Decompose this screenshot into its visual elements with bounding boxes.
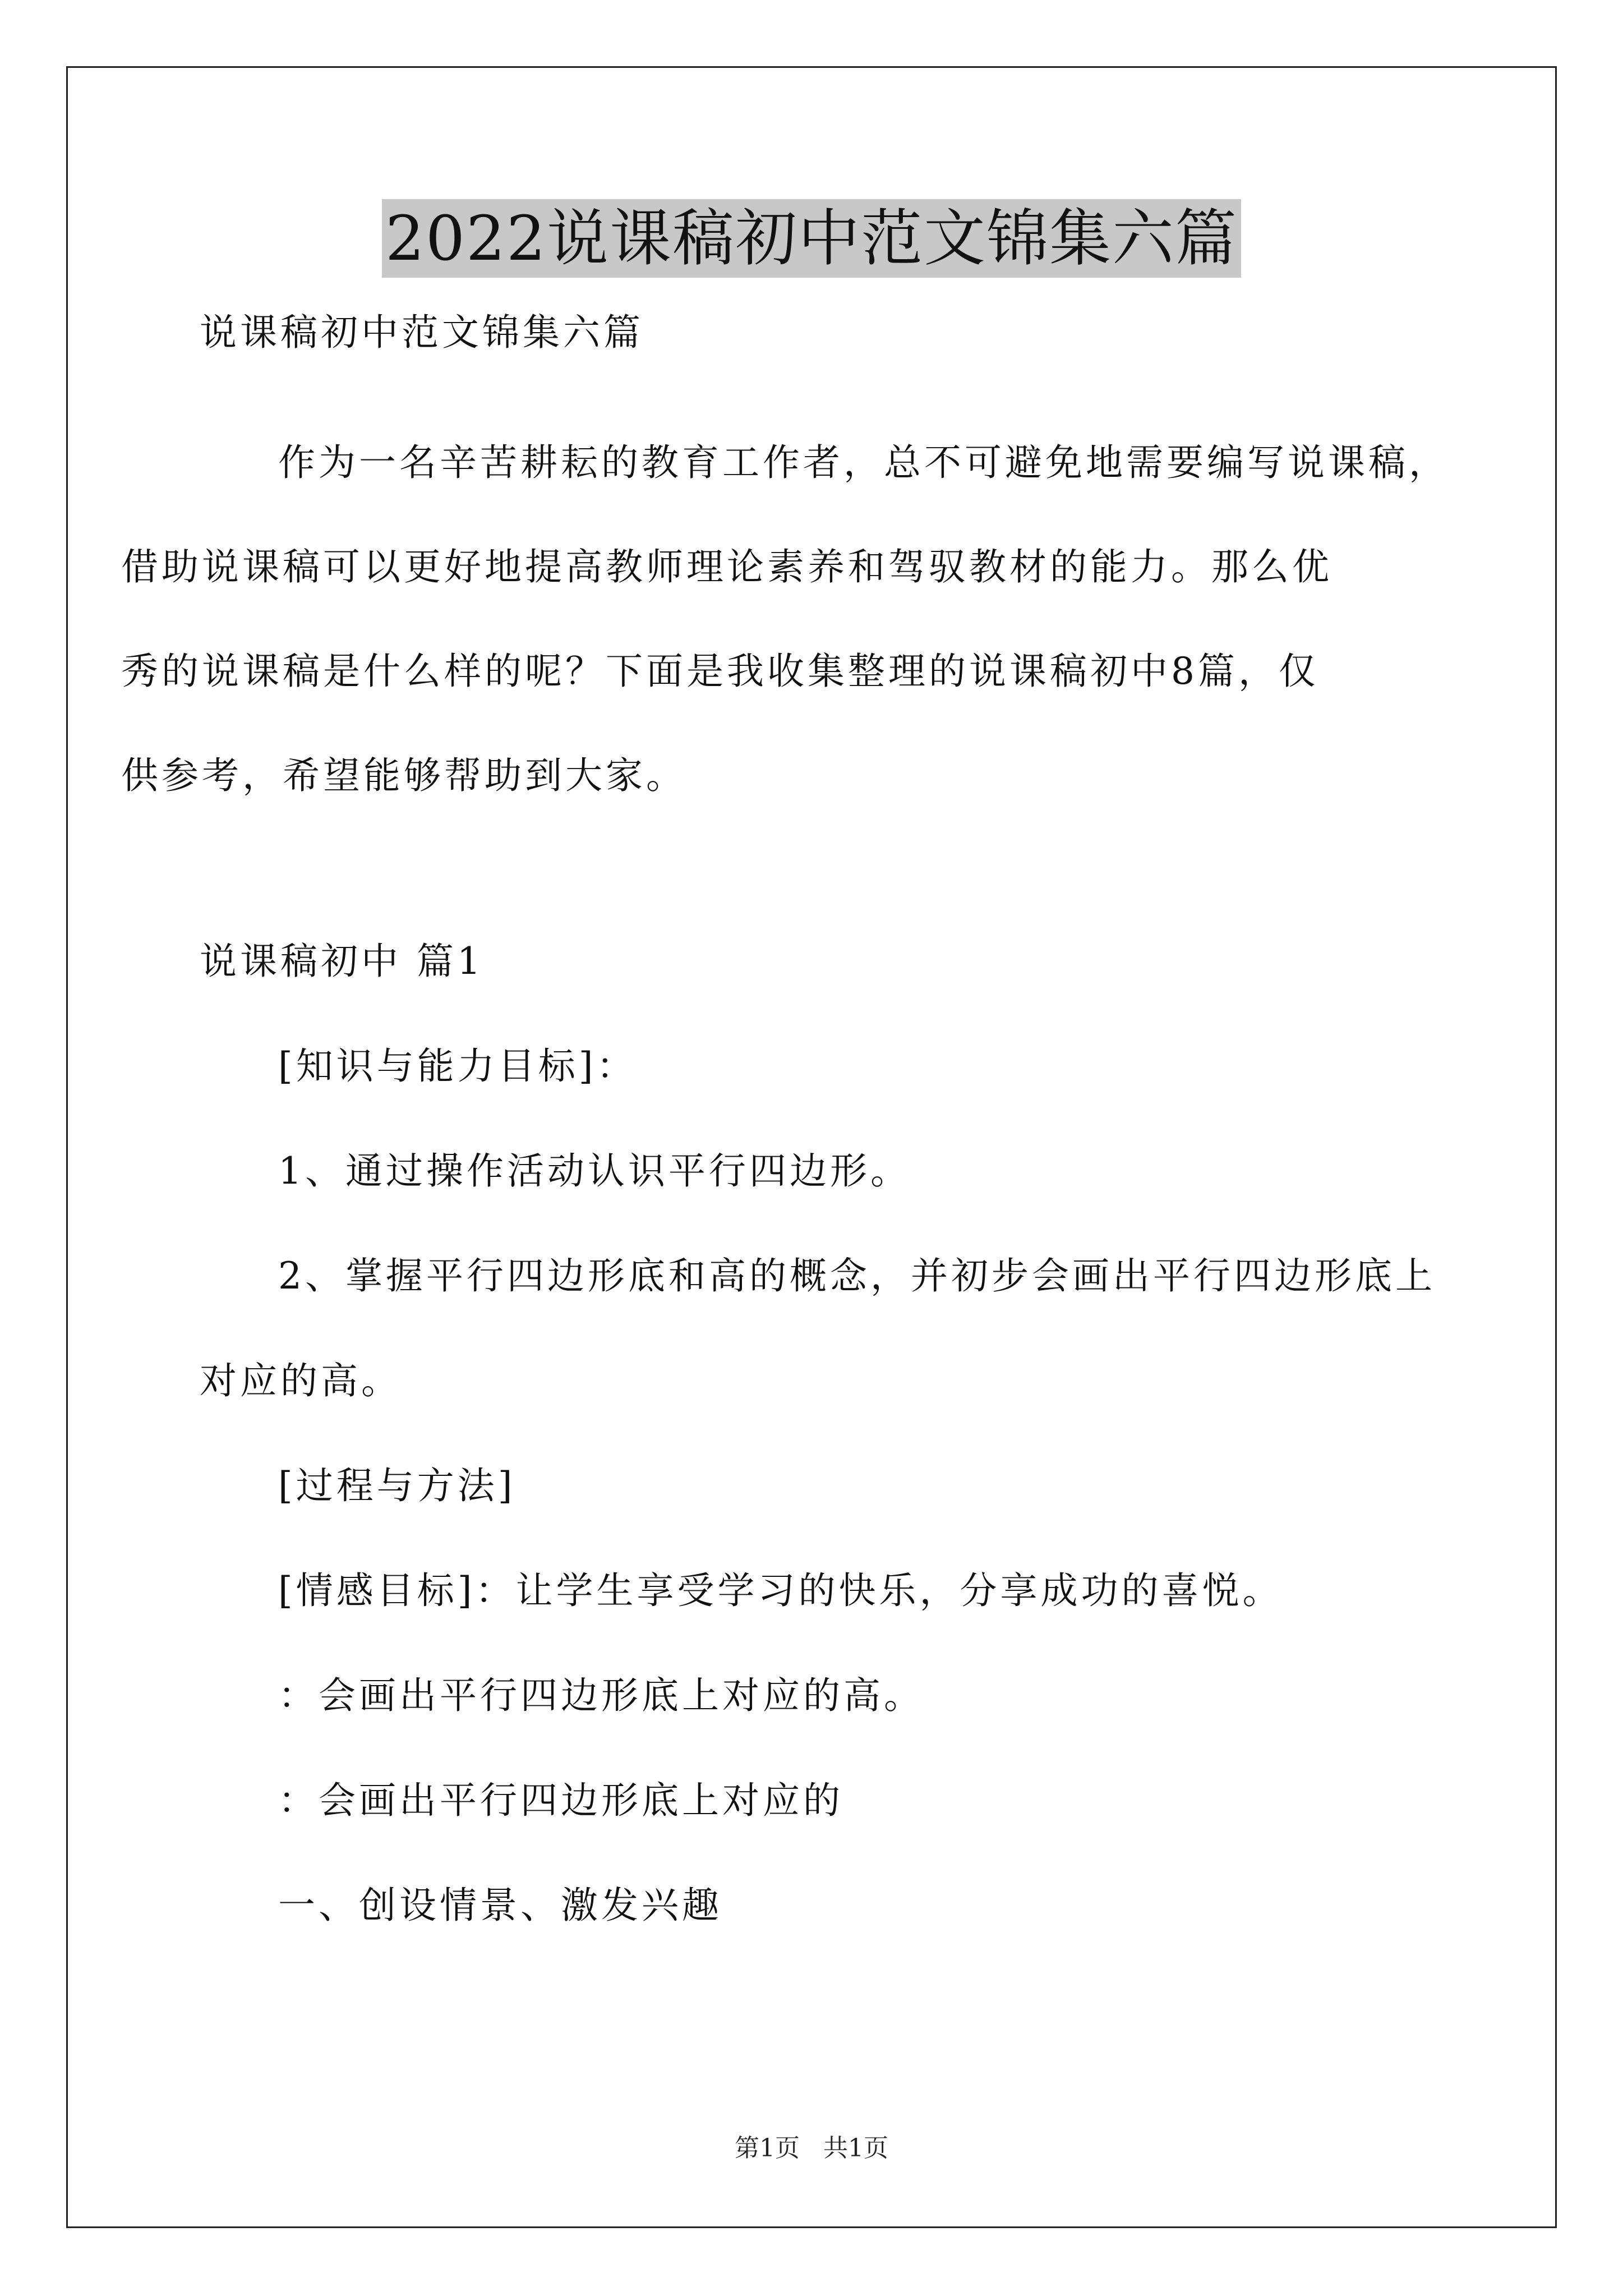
list-item: ：会画出平行四边形底上对应的 (278, 1779, 843, 1822)
intro-line: 供参考，希望能够帮助到大家。 (121, 754, 686, 797)
page-number: 第1页 (735, 2134, 800, 2162)
page-footer (0, 2132, 1623, 2165)
section-title: 说课稿初中 篇1 (200, 940, 484, 983)
list-item: [知识与能力目标]： (278, 1045, 637, 1088)
subheading: 说课稿初中范文锦集六篇 (200, 311, 644, 354)
list-item: 1、通过操作活动认识平行四边形。 (278, 1149, 911, 1193)
title-container (0, 199, 1623, 278)
document-body (121, 306, 1449, 1932)
list-item: ：会画出平行四边形底上对应的高。 (278, 1674, 924, 1717)
intro-line: 借助说课稿可以更好地提高教师理论素养和驾驭教材的能力。那么优 (121, 545, 1332, 588)
intro-line: 作为一名辛苦耕耘的教育工作者，总不可避免地需要编写说课稿， (278, 441, 1449, 484)
list-item-continuation: 对应的高。 (200, 1359, 402, 1402)
intro-line: 秀的说课稿是什么样的呢？下面是我收集整理的说课稿初中8篇，仅 (121, 650, 1319, 693)
list-item: 2、掌握平行四边形底和高的概念，并初步会画出平行四边形底上 (278, 1254, 1436, 1297)
list-item: [情感目标]：让学生享受学习的快乐，分享成功的喜悦。 (278, 1569, 1283, 1612)
page-total: 共1页 (823, 2134, 888, 2162)
intro-paragraph (121, 411, 1449, 828)
list-item: [过程与方法] (278, 1464, 516, 1507)
document-title: 2022说课稿初中范文锦集六篇 (382, 199, 1241, 278)
list-item: 一、创设情景、激发兴趣 (278, 1884, 722, 1927)
